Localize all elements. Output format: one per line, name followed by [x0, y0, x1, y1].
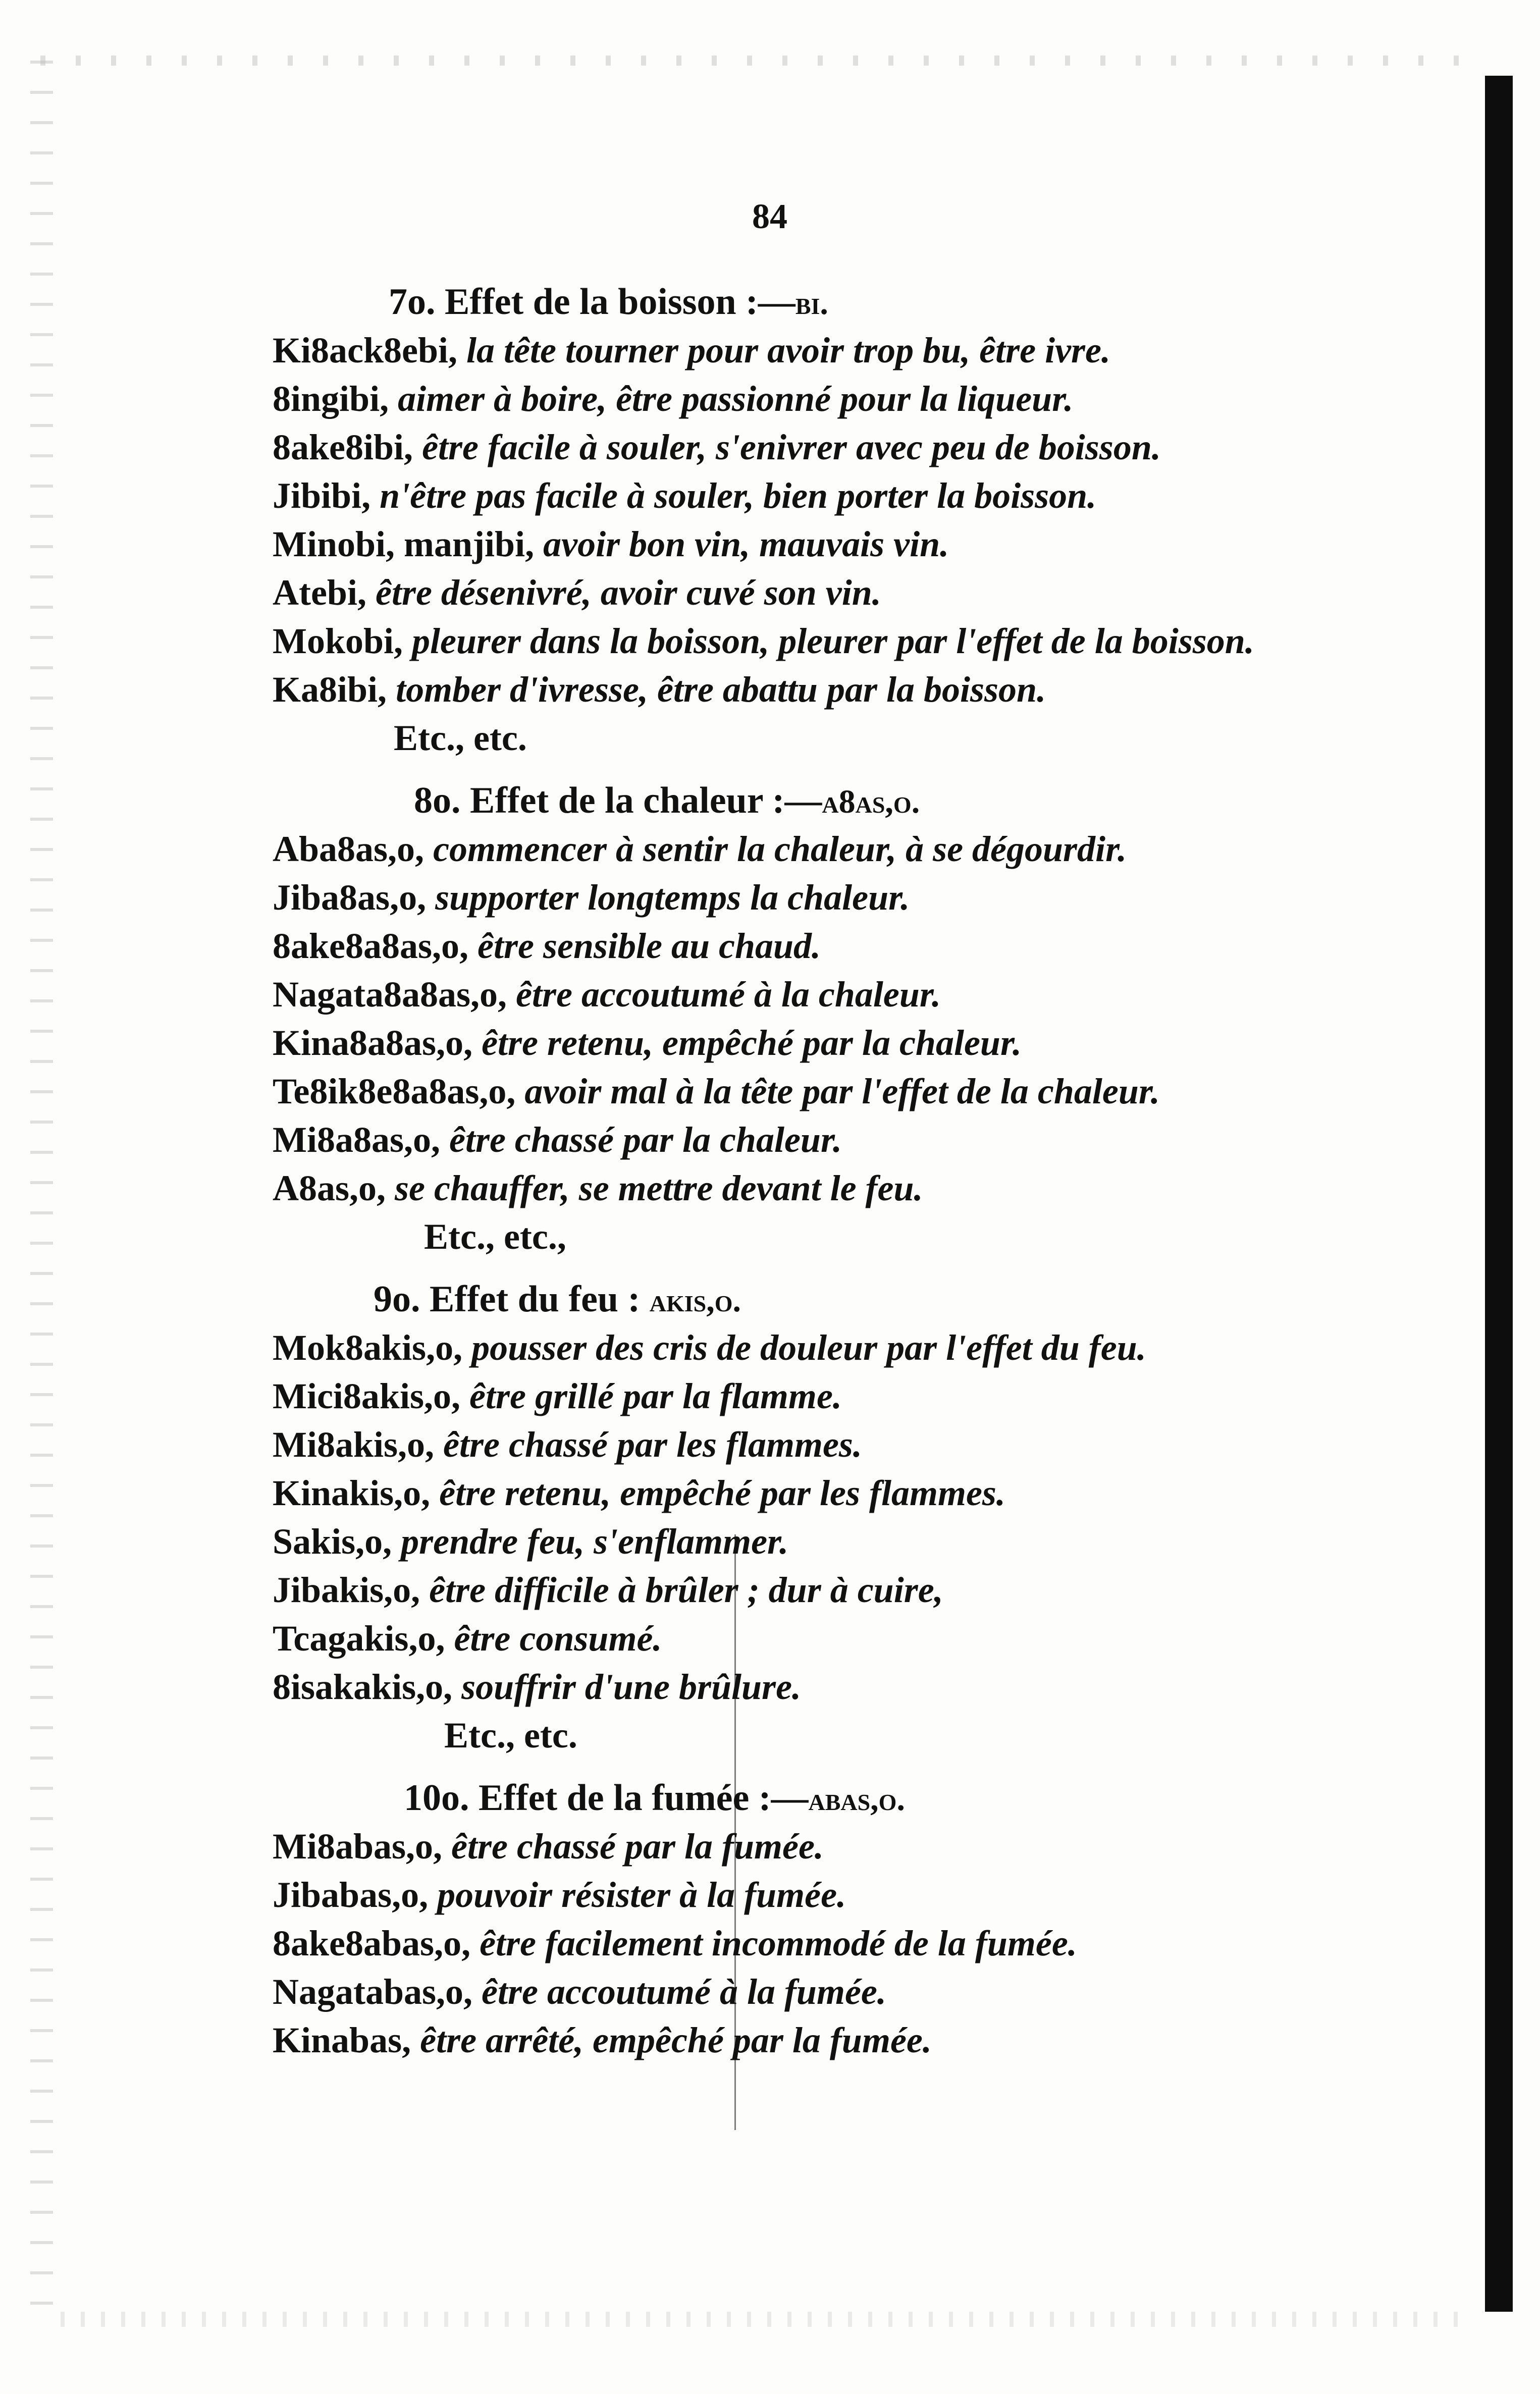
entry-definition: souffrir d'une brûlure.	[461, 1667, 802, 1707]
entry-word: 8ake8abas,o,	[273, 1923, 471, 1963]
text-block	[273, 278, 1474, 2064]
entry-word: 8ake8a8as,o,	[273, 926, 469, 966]
entry	[273, 375, 1474, 423]
entry	[273, 1469, 1474, 1517]
entry-word: Mokobi,	[273, 621, 403, 661]
entry-definition: être retenu, empêché par les flammes.	[439, 1473, 1005, 1513]
entry	[273, 423, 1474, 471]
scan-edge-bottom	[61, 2312, 1474, 2327]
entry-definition: être arrêté, empêché par la fumée.	[420, 2020, 932, 2060]
entry-definition: pousser des cris de douleur par l'effet du feu.	[471, 1327, 1146, 1368]
entry-word: 8ingibi,	[273, 379, 389, 419]
entry	[273, 1967, 1474, 2016]
entry-word: Nagatabas,o,	[273, 1972, 473, 2012]
entry	[273, 873, 1474, 922]
entry-definition: être retenu, empêché par la chaleur.	[482, 1023, 1022, 1063]
entry-definition: être grillé par la flamme.	[469, 1376, 842, 1416]
entry-definition: être accoutumé à la chaleur.	[516, 974, 941, 1015]
entry	[273, 1019, 1474, 1067]
entry-definition: avoir mal à la tête par l'effet de la chaleur.	[524, 1071, 1160, 1111]
section-title	[273, 278, 1474, 326]
section-suffix: a8as,o.	[822, 783, 920, 820]
section-title	[273, 1275, 1474, 1323]
section-title-text: 7o. Effet de la boisson :—	[389, 281, 795, 323]
entry-definition: se chauffer, se mettre devant le feu.	[395, 1168, 923, 1208]
entry-definition: être sensible au chaud.	[477, 926, 821, 966]
entry	[273, 1067, 1474, 1115]
entry-word: Nagata8a8as,o,	[273, 974, 507, 1015]
entry-word: Te8ik8e8a8as,o,	[273, 1071, 516, 1111]
entry-word: A8as,o,	[273, 1168, 386, 1208]
entry	[273, 520, 1474, 568]
entry-word: Aba8as,o,	[273, 829, 424, 869]
entry-word: Mi8a8as,o,	[273, 1120, 440, 1160]
entry-word: Jibabas,o,	[273, 1875, 429, 1915]
entry	[273, 1164, 1474, 1212]
entry-word: Kina8a8as,o,	[273, 1023, 473, 1063]
entry	[273, 1822, 1474, 1871]
page-number: 84	[752, 197, 787, 236]
entry-word: Mici8akis,o,	[273, 1376, 460, 1416]
entry-word: Sakis,o,	[273, 1521, 392, 1562]
scan-edge-top	[40, 56, 1479, 66]
entry	[273, 1420, 1474, 1469]
entry-word: Jibibi,	[273, 475, 371, 516]
entry-word: 8ake8ibi,	[273, 427, 413, 467]
entry-definition: être chassé par la chaleur.	[449, 1120, 842, 1160]
section-title-text: 10o. Effet de la fumée :—	[404, 1777, 809, 1819]
entry	[273, 1566, 1474, 1614]
entry-definition: être facilement incommodé de la fumée.	[480, 1923, 1077, 1963]
entry-definition: commencer à sentir la chaleur, à se dégourdir.	[433, 829, 1127, 869]
entry	[273, 1871, 1474, 1919]
entry-word: Minobi, manjibi,	[273, 524, 535, 564]
entry	[273, 825, 1474, 873]
section-suffix: bi.	[795, 285, 828, 322]
etc-line: Etc., etc.	[394, 718, 527, 758]
entry	[273, 1323, 1474, 1372]
entry-word: Tcagakis,o,	[273, 1618, 445, 1659]
entry-definition: être chassé par les flammes.	[443, 1424, 862, 1465]
entry-word: Mok8akis,o,	[273, 1327, 463, 1368]
entry	[273, 922, 1474, 970]
entry-definition: être chassé par la fumée.	[451, 1826, 824, 1867]
entry-word: Ki8ack8ebi,	[273, 330, 458, 370]
entry	[273, 326, 1474, 375]
entry	[273, 617, 1474, 665]
entry	[273, 471, 1474, 520]
entry-definition: être difficile à brûler ; dur à cuire,	[429, 1570, 943, 1610]
section-title	[273, 776, 1474, 825]
entry-word: Kinakis,o,	[273, 1473, 431, 1513]
entry-word: 8isakakis,o,	[273, 1667, 453, 1707]
entry-word: Jiba8as,o,	[273, 877, 427, 918]
section-suffix: abas,o.	[808, 1781, 905, 1818]
section-title-text: 9o. Effet du feu :	[374, 1279, 641, 1320]
entry-definition: être facile à souler, s'enivrer avec peu de boisson.	[422, 427, 1161, 467]
entry-word: Atebi,	[273, 572, 366, 613]
entry	[273, 1663, 1474, 1711]
entry-definition: aimer à boire, être passionné pour la liqueur.	[398, 379, 1074, 419]
entry-definition: n'être pas facile à souler, bien porter la boisson.	[380, 475, 1097, 516]
entry-definition: être accoutumé à la fumée.	[482, 1972, 886, 2012]
entry	[273, 2016, 1474, 2064]
entry-definition: la tête tourner pour avoir trop bu, être ivre.	[466, 330, 1111, 370]
etc-line: Etc., etc.	[444, 1715, 577, 1755]
entry	[273, 568, 1474, 617]
entry	[273, 1919, 1474, 1967]
entry-definition: tomber d'ivresse, être abattu par la boisson.	[396, 669, 1046, 710]
entry-definition: pleurer dans la boisson, pleurer par l'effet de la boisson.	[412, 621, 1254, 661]
scan-edge-right	[1485, 76, 1513, 2312]
entry	[273, 970, 1474, 1019]
etc-line: Etc., etc.,	[424, 1216, 566, 1257]
entry-definition: pouvoir résister à la fumée.	[437, 1875, 846, 1915]
entry	[273, 1115, 1474, 1164]
entry	[273, 1517, 1474, 1566]
scan-edge-left	[30, 61, 53, 2332]
entry	[273, 1372, 1474, 1420]
entry-word: Mi8akis,o,	[273, 1424, 435, 1465]
entry-definition: être désenivré, avoir cuvé son vin.	[375, 572, 881, 613]
entry-word: Ka8ibi,	[273, 669, 387, 710]
entry-definition: supporter longtemps la chaleur.	[435, 877, 910, 918]
entry-definition: prendre feu, s'enflammer.	[401, 1521, 789, 1562]
entry-definition: être consumé.	[454, 1618, 662, 1659]
entry-word: Kinabas,	[273, 2020, 411, 2060]
entry	[273, 665, 1474, 714]
section-suffix: akis,o.	[649, 1282, 741, 1319]
entry-word: Mi8abas,o,	[273, 1826, 443, 1867]
section-title-text: 8o. Effet de la chaleur :—	[414, 780, 822, 821]
entry	[273, 1614, 1474, 1663]
entry-word: Jibakis,o,	[273, 1570, 420, 1610]
section-title	[273, 1774, 1474, 1822]
entry-definition: avoir bon vin, mauvais vin.	[543, 524, 949, 564]
